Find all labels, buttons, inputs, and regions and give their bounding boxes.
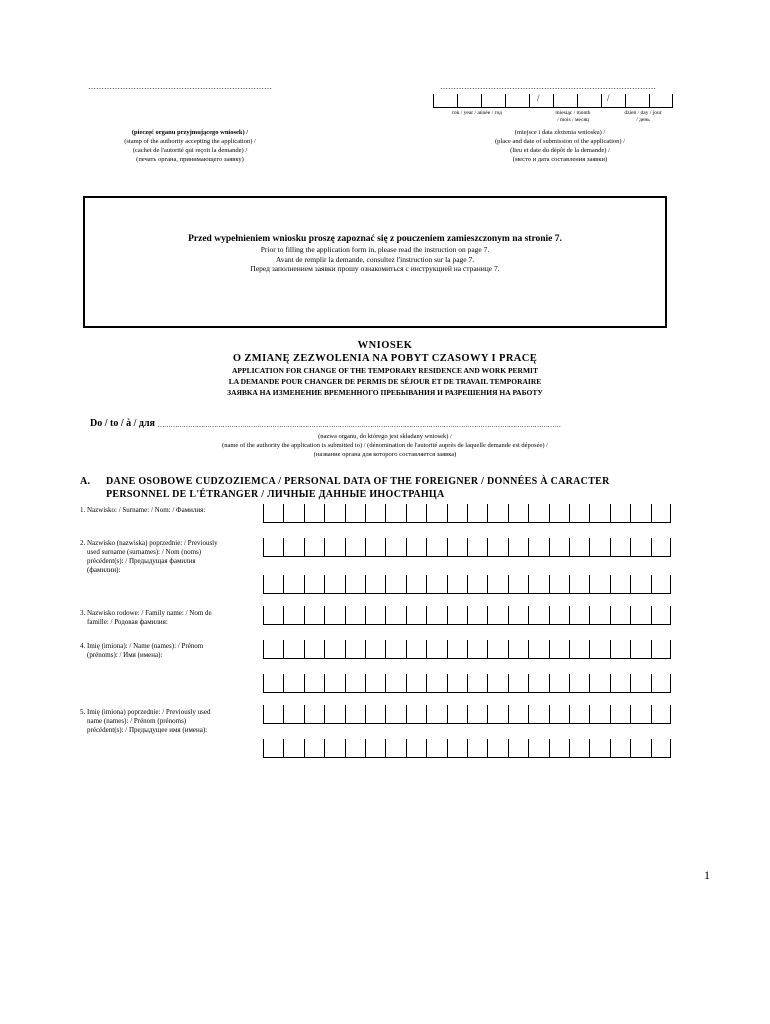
form-subtitle-en: APPLICATION FOR CHANGE OF THE TEMPORARY RESIDENCE AND WORK PERMIT <box>232 366 538 375</box>
character-cell-divider <box>304 538 305 556</box>
character-cell-divider <box>447 640 448 658</box>
character-cell-divider <box>569 504 570 522</box>
previous-surname-input-grid-2[interactable] <box>263 575 671 594</box>
character-cell-divider <box>528 739 529 757</box>
date-entry-boxes[interactable] <box>433 94 673 108</box>
previous-name-input-grid-2[interactable] <box>263 739 671 758</box>
character-cell-divider <box>651 739 652 757</box>
character-cell-divider <box>487 575 488 593</box>
character-cell-divider <box>630 575 631 593</box>
place-label-ru: (место и дата составления заявки) <box>512 156 608 163</box>
character-cell-divider <box>406 575 407 593</box>
character-cell-divider <box>263 705 264 723</box>
character-cell-divider <box>487 504 488 522</box>
character-cell-divider <box>426 640 427 658</box>
character-cell-divider <box>304 640 305 658</box>
character-cell-divider <box>263 640 264 658</box>
character-cell-divider <box>263 504 264 522</box>
character-cell-divider <box>324 739 325 757</box>
character-cell-divider <box>508 538 509 556</box>
character-cell-divider <box>283 674 284 692</box>
addressee-caption-en-fr: (name of the authority the application is submitted to) / (dénomination de l'autorité auprès de laquelle demande est déposée) / <box>222 442 548 449</box>
character-cell-divider <box>467 739 468 757</box>
character-cell-divider <box>589 575 590 593</box>
character-cell-divider <box>426 705 427 723</box>
name-input-grid-2[interactable] <box>263 674 671 693</box>
character-cell-divider <box>385 606 386 624</box>
character-cell-divider <box>345 640 346 658</box>
stamp-label-ru: (печать органа, принимающего заявку) <box>136 156 244 163</box>
character-cell-divider <box>528 674 529 692</box>
character-cell-divider <box>385 739 386 757</box>
character-cell-divider <box>630 705 631 723</box>
character-cell-divider <box>549 504 550 522</box>
addressee-caption <box>90 432 680 459</box>
character-cell-divider <box>345 705 346 723</box>
character-cell-divider <box>487 538 488 556</box>
character-cell-divider <box>589 606 590 624</box>
stamp-dotted-line: …………………………………………………………… <box>88 82 272 91</box>
character-cell-divider <box>406 538 407 556</box>
character-cell-divider <box>508 575 509 593</box>
character-cell-divider <box>589 705 590 723</box>
character-cell-divider <box>569 640 570 658</box>
character-cell-divider <box>365 504 366 522</box>
character-cell-divider <box>670 640 671 658</box>
character-cell-divider <box>467 575 468 593</box>
family-name-input-grid[interactable] <box>263 606 671 625</box>
character-cell-divider <box>569 538 570 556</box>
addressee-label: Do / to / à / для <box>90 418 155 429</box>
form-subtitle-fr: LA DEMANDE POUR CHANGER DE PERMIS DE SÉJOUR ET DE TRAVAIL TEMPORAIRE <box>228 377 542 386</box>
character-cell-divider <box>630 504 631 522</box>
section-a-letter: A. <box>80 476 91 487</box>
place-label-en: (place and date of submission of the application) / <box>495 138 625 145</box>
place-label-fr: (lieu et date du dépôt de la demande) / <box>510 147 610 154</box>
character-cell-divider <box>345 674 346 692</box>
character-cell-divider <box>569 575 570 593</box>
character-cell-divider <box>670 606 671 624</box>
character-cell-divider <box>670 538 671 556</box>
place-caption <box>440 128 680 164</box>
previous-surname-input-grid-1[interactable] <box>263 538 671 557</box>
field-family-name-label: 3. Nazwisko rodowe: / Family name: / Nom de famille: / Родовая фамилия: <box>80 609 212 626</box>
character-cell-divider <box>651 538 652 556</box>
character-cell-divider <box>589 504 590 522</box>
character-cell-divider <box>385 538 386 556</box>
character-cell-divider <box>324 705 325 723</box>
character-cell-divider <box>345 575 346 593</box>
character-cell-divider <box>345 538 346 556</box>
character-cell-divider <box>283 739 284 757</box>
character-cell-divider <box>345 739 346 757</box>
character-cell-divider <box>528 640 529 658</box>
character-cell-divider <box>508 739 509 757</box>
previous-name-input-grid-1[interactable] <box>263 705 671 724</box>
field-previous-surname-label: 2. Nazwisko (nazwiska) poprzednie: / Previously used surname (surnames): / Nom (noms) précédent(s): / Предыдущая фамилия (фамилии): <box>80 539 218 574</box>
character-cell-divider <box>610 504 611 522</box>
character-cell-divider <box>365 606 366 624</box>
character-cell-divider <box>589 538 590 556</box>
character-cell-divider <box>630 674 631 692</box>
character-cell-divider <box>487 640 488 658</box>
instruction-box <box>83 196 667 328</box>
character-cell-divider <box>670 705 671 723</box>
character-cell-divider <box>589 640 590 658</box>
character-cell-divider <box>508 705 509 723</box>
character-cell-divider <box>651 504 652 522</box>
character-cell-divider <box>304 606 305 624</box>
character-cell-divider <box>345 504 346 522</box>
instruction-pl: Przed wypełnieniem wniosku proszę zapoznać się z pouczeniem zamieszczonym na stronie 7. <box>188 234 562 244</box>
character-cell-divider <box>304 705 305 723</box>
instruction-en: Prior to filling the application form in, please read the instruction on page 7. <box>260 245 490 254</box>
character-cell-divider <box>651 575 652 593</box>
character-cell-divider <box>651 606 652 624</box>
character-cell-divider <box>447 606 448 624</box>
stamp-label-fr: (cachet de l'autorité qui reçoit la demande) / <box>132 147 248 154</box>
character-cell-divider <box>324 674 325 692</box>
character-cell-divider <box>263 739 264 757</box>
character-cell-divider <box>304 674 305 692</box>
character-cell-divider <box>528 606 529 624</box>
addressee-caption-ru: (название органа для которого составляется заявка) <box>313 451 457 458</box>
character-cell-divider <box>365 705 366 723</box>
character-cell-divider <box>365 640 366 658</box>
date-separator: / <box>537 93 540 103</box>
date-month-caption: miesiąc / month / mois / месяц <box>555 110 591 123</box>
character-cell-divider <box>651 705 652 723</box>
character-cell-divider <box>630 739 631 757</box>
character-cell-divider <box>610 640 611 658</box>
character-cell-divider <box>447 575 448 593</box>
date-separator: / <box>607 93 610 103</box>
character-cell-divider <box>365 674 366 692</box>
character-cell-divider <box>528 575 529 593</box>
field-name-label: 4. Imię (imiona): / Name (names): / Prénom (prénoms): / Имя (имена): <box>80 642 204 659</box>
stamp-caption <box>80 128 300 164</box>
character-cell-divider <box>549 640 550 658</box>
character-cell-divider <box>426 575 427 593</box>
character-cell-divider <box>447 705 448 723</box>
character-cell-divider <box>426 504 427 522</box>
character-cell-divider <box>467 504 468 522</box>
field-surname-label: 1. Nazwisko: / Surname: / Nom: / Фамилия: <box>80 506 206 514</box>
character-cell-divider <box>508 606 509 624</box>
addressee-caption-pl: (nazwa organu, do którego jest składany wniosek) / <box>318 433 452 440</box>
section-a-title-line2: PERSONNEL DE L'ÉTRANGER / ЛИЧНЫЕ ДАННЫЕ ИНОСТРАНЦА <box>106 489 445 500</box>
character-cell-divider <box>549 606 550 624</box>
character-cell-divider <box>569 705 570 723</box>
character-cell-divider <box>283 504 284 522</box>
character-cell-divider <box>508 640 509 658</box>
character-cell-divider <box>283 575 284 593</box>
character-cell-divider <box>610 538 611 556</box>
character-cell-divider <box>426 538 427 556</box>
character-cell-divider <box>670 504 671 522</box>
character-cell-divider <box>610 606 611 624</box>
character-cell-divider <box>324 575 325 593</box>
character-cell-divider <box>630 538 631 556</box>
character-cell-divider <box>670 674 671 692</box>
instruction-fr: Avant de remplir la demande, consultez l'instruction sur la page 7. <box>275 254 475 264</box>
character-cell-divider <box>549 739 550 757</box>
character-cell-divider <box>324 538 325 556</box>
surname-input-grid[interactable] <box>263 504 671 523</box>
addressee-dotted-line[interactable]: …………………………………………………………………………………………………………………………………………………………………… <box>157 421 561 429</box>
character-cell-divider <box>385 640 386 658</box>
page-number: 1 <box>704 868 710 882</box>
character-cell-divider <box>283 538 284 556</box>
stamp-label-pl: (pieczęć organu przyjmującego wniosek) / <box>131 129 249 136</box>
character-cell-divider <box>670 739 671 757</box>
section-a-title-line1: DANE OSOBOWE CUDZOZIEMCA / PERSONAL DATA OF THE FOREIGNER / DONNÉES À CARACTER <box>106 476 610 487</box>
character-cell-divider <box>549 538 550 556</box>
character-cell-divider <box>365 739 366 757</box>
character-cell-divider <box>406 640 407 658</box>
character-cell-divider <box>630 606 631 624</box>
character-cell-divider <box>589 674 590 692</box>
character-cell-divider <box>283 606 284 624</box>
character-cell-divider <box>447 674 448 692</box>
addressee-line[interactable] <box>90 418 639 429</box>
character-cell-divider <box>467 674 468 692</box>
character-cell-divider <box>426 606 427 624</box>
character-cell-divider <box>304 504 305 522</box>
character-cell-divider <box>508 504 509 522</box>
character-cell-divider <box>670 575 671 593</box>
character-cell-divider <box>447 504 448 522</box>
character-cell-divider <box>589 739 590 757</box>
instruction-ru: Перед заполнением заявки прошу ознакомиться с инструкцией на странице 7. <box>250 264 500 273</box>
character-cell-divider <box>263 606 264 624</box>
character-cell-divider <box>467 606 468 624</box>
character-cell-divider <box>630 640 631 658</box>
character-cell-divider <box>610 674 611 692</box>
character-cell-divider <box>447 739 448 757</box>
character-cell-divider <box>345 606 346 624</box>
character-cell-divider <box>610 705 611 723</box>
character-cell-divider <box>365 538 366 556</box>
character-cell-divider <box>324 640 325 658</box>
character-cell-divider <box>569 606 570 624</box>
character-cell-divider <box>324 606 325 624</box>
character-cell-divider <box>528 504 529 522</box>
character-cell-divider <box>426 739 427 757</box>
character-cell-divider <box>406 606 407 624</box>
character-cell-divider <box>406 705 407 723</box>
character-cell-divider <box>651 640 652 658</box>
character-cell-divider <box>426 674 427 692</box>
character-cell-divider <box>406 674 407 692</box>
character-cell-divider <box>406 504 407 522</box>
character-cell-divider <box>508 674 509 692</box>
character-cell-divider <box>569 739 570 757</box>
character-cell-divider <box>528 705 529 723</box>
character-cell-divider <box>263 674 264 692</box>
character-cell-divider <box>467 538 468 556</box>
character-cell-divider <box>549 575 550 593</box>
character-cell-divider <box>610 739 611 757</box>
place-label-pl: (miejsce i data złożenia wniosku) / <box>514 129 606 136</box>
character-cell-divider <box>467 640 468 658</box>
place-dotted-line: ……………………………………………………………………… <box>440 82 656 91</box>
date-day-caption: dzień / day / jour / день <box>624 110 662 123</box>
character-cell-divider <box>487 674 488 692</box>
character-cell-divider <box>365 575 366 593</box>
character-cell-divider <box>324 504 325 522</box>
form-subtitle-ru: ЗАЯВКА НА ИЗМЕНЕНИЕ ВРЕМЕННОГО ПРЕБЫВАНИЯ И РАЗРЕШЕНИЯ НА РАБОТУ <box>227 388 543 397</box>
character-cell-divider <box>263 538 264 556</box>
character-cell-divider <box>549 674 550 692</box>
character-cell-divider <box>406 739 407 757</box>
character-cell-divider <box>467 705 468 723</box>
character-cell-divider <box>651 674 652 692</box>
character-cell-divider <box>385 575 386 593</box>
name-input-grid-1[interactable] <box>263 640 671 659</box>
character-cell-divider <box>304 575 305 593</box>
character-cell-divider <box>487 705 488 723</box>
character-cell-divider <box>610 575 611 593</box>
character-cell-divider <box>283 705 284 723</box>
character-cell-divider <box>385 504 386 522</box>
character-cell-divider <box>283 640 284 658</box>
field-previous-name-label: 5. Imię (imiona) poprzednie: / Previously used name (names): / Prénom (prénoms) précédent(s): / Предыдущее имя (имена): <box>80 708 211 734</box>
character-cell-divider <box>385 705 386 723</box>
date-year-caption: rok / year / année / год <box>452 110 502 116</box>
stamp-label-en: (stamp of the authority accepting the application) / <box>124 138 256 145</box>
character-cell-divider <box>528 538 529 556</box>
character-cell-divider <box>304 739 305 757</box>
character-cell-divider <box>487 739 488 757</box>
character-cell-divider <box>263 575 264 593</box>
form-subtitle-pl: O ZMIANĘ ZEZWOLENIA NA POBYT CZASOWY I PRACĘ <box>232 353 538 364</box>
character-cell-divider <box>549 705 550 723</box>
character-cell-divider <box>447 538 448 556</box>
character-cell-divider <box>569 674 570 692</box>
form-title-pl: WNIOSEK <box>357 340 413 351</box>
character-cell-divider <box>487 606 488 624</box>
character-cell-divider <box>385 674 386 692</box>
